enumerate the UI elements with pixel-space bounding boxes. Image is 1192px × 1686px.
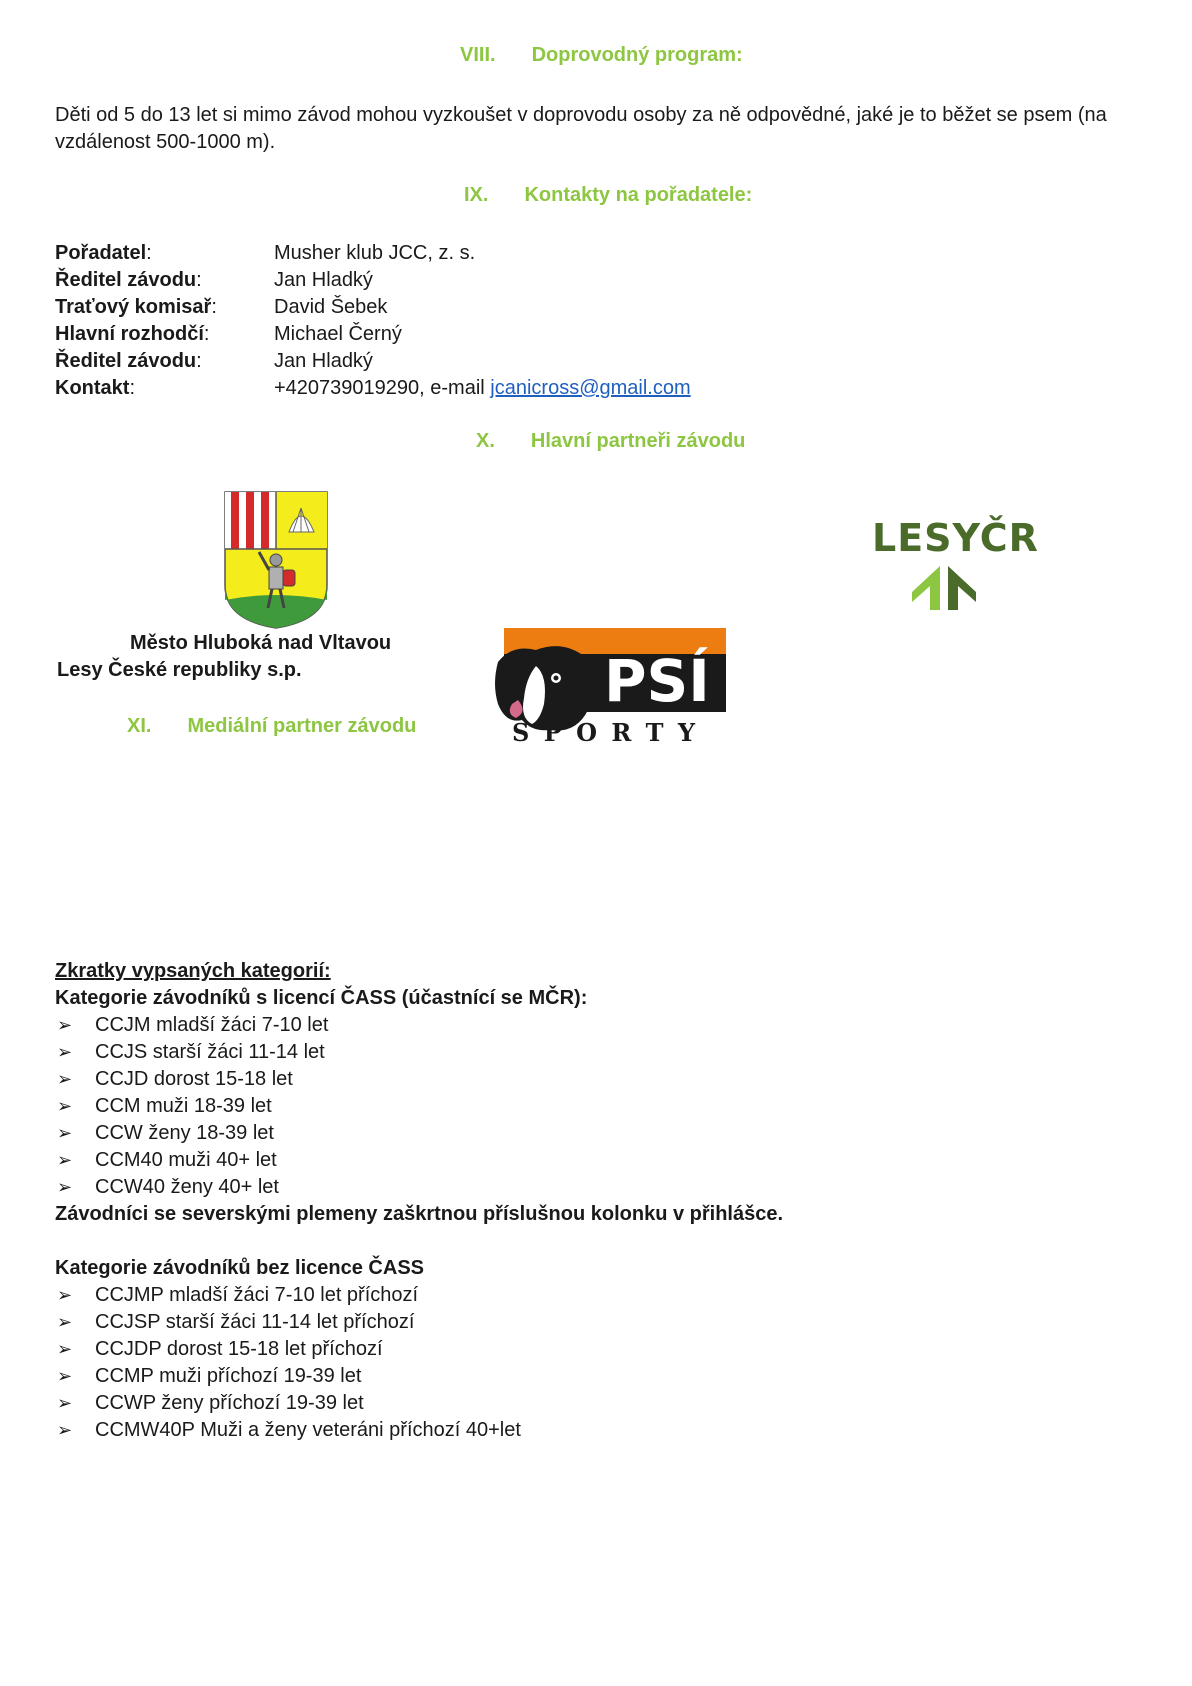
arrow-bullet-icon: ➢	[57, 1096, 73, 1116]
section-heading-ix	[464, 184, 752, 207]
section-heading-xi	[127, 715, 416, 738]
arrow-bullet-icon: ➢	[57, 1042, 73, 1062]
list-item: ➢ CCJD dorost 15-18 let	[55, 1066, 783, 1093]
arrow-bullet-icon: ➢	[57, 1069, 73, 1089]
arrow-bullet-icon: ➢	[57, 1177, 73, 1197]
list-item: ➢ CCJMP mladší žáci 7-10 let příchozí	[55, 1282, 783, 1309]
list-item: ➢ CCJSP starší žáci 11-14 let příchozí	[55, 1309, 783, 1336]
contact-value: Jan Hladký	[274, 269, 373, 291]
categories-section	[55, 958, 783, 1444]
contact-label: Hlavní rozhodčí	[55, 323, 204, 345]
contact-label: Ředitel závodu	[55, 269, 197, 291]
arrow-bullet-icon: ➢	[57, 1150, 73, 1170]
arrow-bullet-icon: ➢	[57, 1312, 73, 1332]
arrow-bullet-icon: ➢	[57, 1420, 73, 1440]
arrow-bullet-icon: ➢	[57, 1123, 73, 1143]
contact-row: Hlavní rozhodčí: Michael Černý	[55, 321, 691, 348]
arrow-bullet-icon: ➢	[57, 1285, 73, 1305]
list-item: ➢ CCJDP dorost 15-18 let příchozí	[55, 1336, 783, 1363]
lesy-tree-icon	[902, 562, 992, 612]
program-paragraph: Děti od 5 do 13 let si mimo závod mohou vyzkoušet v doprovodu osoby za ně odpovědné, jaké je to běžet se psem (na vzdálenost 500-1000 m).	[55, 104, 1107, 153]
contact-label: Kontakt	[55, 377, 130, 399]
section-title: Doprovodný program:	[531, 44, 743, 66]
contact-row: Ředitel závodu: Jan Hladký	[55, 267, 691, 294]
section-heading-viii	[460, 44, 743, 67]
list-item: ➢ CCW ženy 18-39 let	[55, 1120, 783, 1147]
psi-logo-big: PSÍ	[604, 647, 710, 715]
contacts-table	[55, 240, 691, 402]
section-number: VIII.	[460, 44, 496, 66]
list-item: ➢ CCJM mladší žáci 7-10 let	[55, 1012, 783, 1039]
section-number: IX.	[464, 184, 489, 206]
contact-value: Musher klub JCC, z. s.	[274, 242, 476, 264]
contact-label: Traťový komisař	[55, 296, 212, 318]
list-item: ➢ CCM40 muži 40+ let	[55, 1147, 783, 1174]
list-item: ➢ CCM muži 18-39 let	[55, 1093, 783, 1120]
email-link[interactable]: jcanicross@gmail.com	[490, 377, 691, 399]
contact-value: Jan Hladký	[274, 350, 373, 372]
city-caption: Město Hluboká nad Vltavou	[130, 632, 392, 654]
section-heading-x	[476, 430, 745, 453]
arrow-bullet-icon: ➢	[57, 1015, 73, 1035]
lesy-cr-logo	[872, 516, 1039, 612]
northern-breeds-note: Závodníci se severskými plemeny zaškrtnou příslušnou kolonku v přihlášce.	[55, 1203, 784, 1225]
contact-value: +420739019290, e-mail	[274, 377, 491, 399]
section-title: Kontakty na pořadatele:	[524, 184, 753, 206]
psi-logo-small: S P O R T Y	[512, 718, 698, 747]
categories-title: Zkratky vypsaných kategorií:	[55, 960, 331, 982]
section-number: X.	[476, 430, 495, 452]
contact-label: Pořadatel	[55, 242, 147, 264]
list-item: ➢ CCMP muži příchozí 19-39 let	[55, 1363, 783, 1390]
arrow-bullet-icon: ➢	[57, 1366, 73, 1386]
contact-row: Ředitel závodu: Jan Hladký	[55, 348, 691, 375]
contact-label: Ředitel závodu	[55, 350, 197, 372]
city-coat-of-arms	[223, 490, 329, 630]
contact-row: Pořadatel: Musher klub JCC, z. s.	[55, 240, 691, 267]
psi-sporty-logo	[492, 628, 728, 746]
lesy-logo-text: LESYČR	[872, 516, 1039, 560]
list-item: ➢ CCMW40P Muži a ženy veteráni příchozí 40+let	[55, 1417, 783, 1444]
contact-value: Michael Černý	[274, 323, 402, 345]
list-item: ➢ CCWP ženy příchozí 19-39 let	[55, 1390, 783, 1417]
section-title: Hlavní partneři závodu	[530, 430, 746, 452]
arrow-bullet-icon: ➢	[57, 1393, 73, 1413]
section-title: Mediální partner závodu	[187, 715, 417, 737]
lesy-caption: Lesy České republiky s.p.	[57, 659, 302, 681]
contact-row: Kontakt: +420739019290, e-mail jcanicross@gmail.com	[55, 377, 691, 399]
licensed-title: Kategorie závodníků s licencí ČASS (účastnící se MČR):	[55, 987, 588, 1009]
list-item: ➢ CCW40 ženy 40+ let	[55, 1174, 783, 1201]
contact-value: David Šebek	[274, 296, 388, 318]
arrow-bullet-icon: ➢	[57, 1339, 73, 1359]
contact-row: Traťový komisař: David Šebek	[55, 294, 691, 321]
section-number: XI.	[127, 715, 152, 737]
list-item: ➢ CCJS starší žáci 11-14 let	[55, 1039, 783, 1066]
unlicensed-title: Kategorie závodníků bez licence ČASS	[55, 1257, 424, 1279]
